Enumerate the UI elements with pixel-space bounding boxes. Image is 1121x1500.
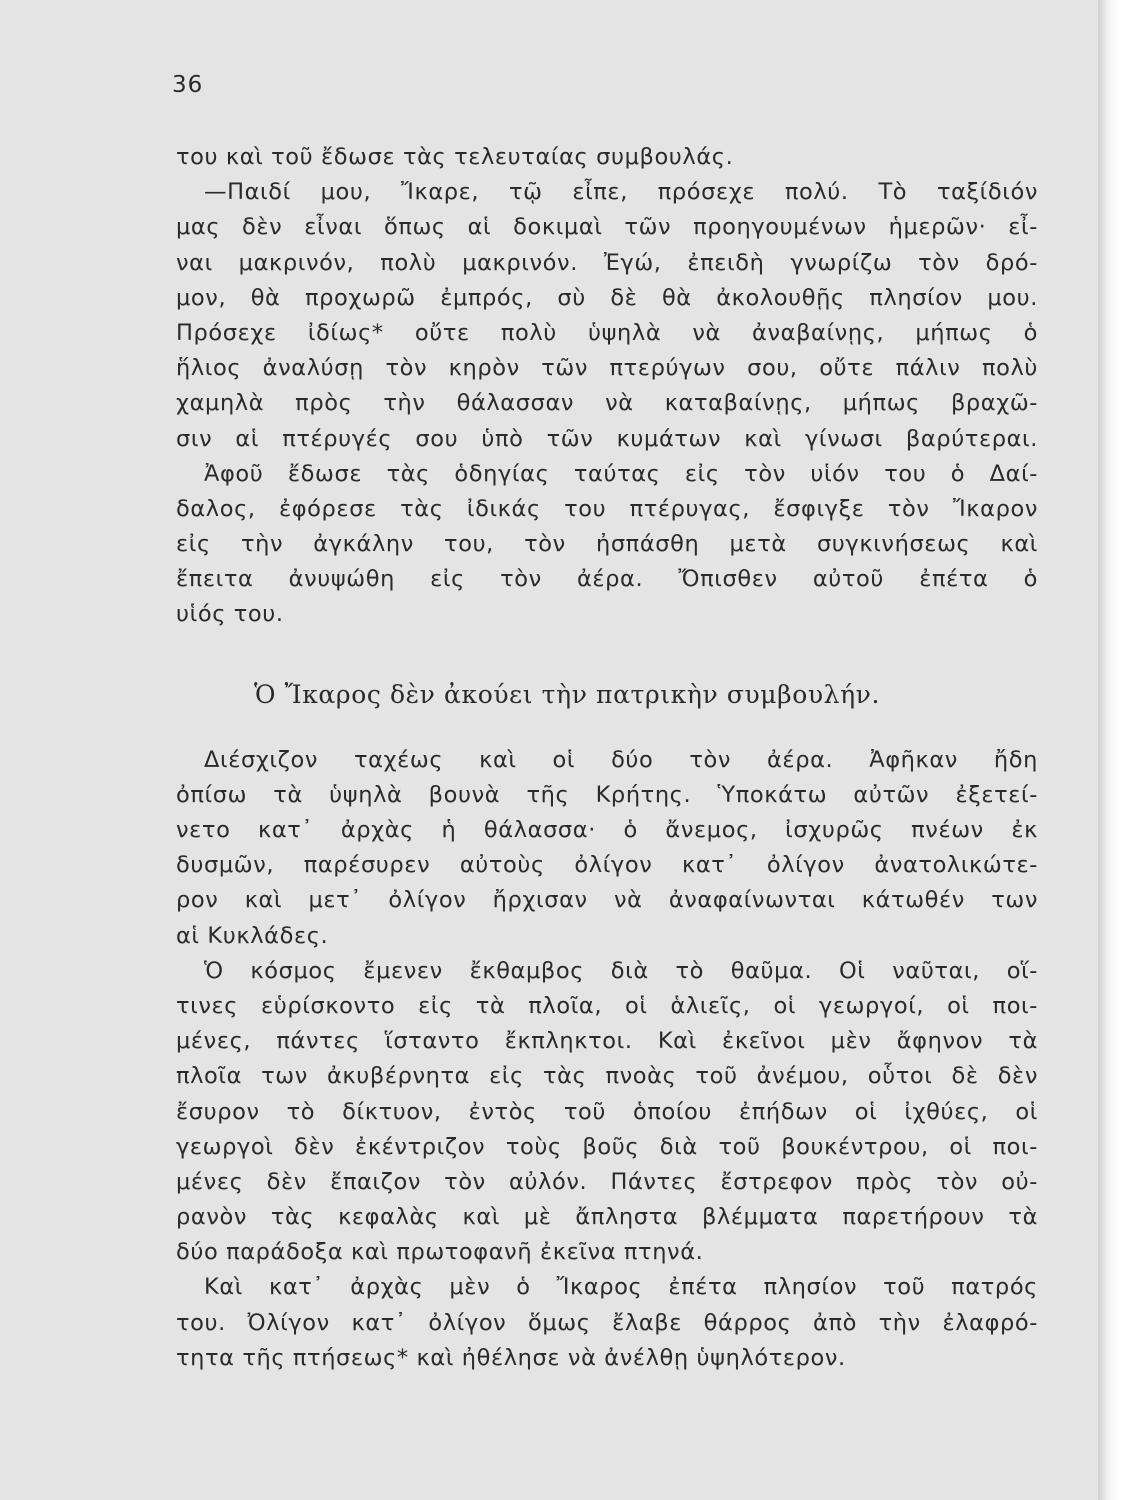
- text-line: ἔπειτα ἀνυψώθη εἰς τὸν ἀέρα. Ὄπισθεν αὐτοῦ ἐπέτα ὁ: [176, 566, 1038, 593]
- text-line: πλοῖα των ἀκυβέρνητα εἰς τὰς πνοὰς τοῦ ἀνέμου, οὗτοι δὲ δὲν: [176, 1063, 1038, 1090]
- text-line: —Παιδί μου, Ἴκαρε, τῷ εἶπε, πρόσεχε πολύ. Τὸ ταξίδιόν: [204, 179, 1038, 206]
- text-line: Διέσχιζον ταχέως καὶ οἱ δύο τὸν ἀέρα. Ἀφῆκαν ἤδη: [204, 746, 1038, 773]
- text-line: ρον καὶ μετ᾽ ὀλίγον ἤρχισαν νὰ ἀναφαίνωνται κάτωθέν των: [176, 887, 1038, 914]
- text-line: τινες εὑρίσκοντο εἰς τὰ πλοῖα, οἱ ἁλιεῖς, οἱ γεωργοί, οἱ ποι-: [176, 992, 1038, 1019]
- text-line: νετο κατ᾽ ἀρχὰς ἡ θάλασσα· ὁ ἄνεμος, ἰσχυρῶς πνέων ἐκ: [176, 817, 1038, 843]
- text-line: του. Ὀλίγον κατ᾽ ὀλίγον ὅμως ἔλαβε θάρρος ἀπὸ τὴν ἐλαφρό-: [176, 1309, 1038, 1336]
- text-line: δύο παράδοξα καὶ πρωτοφανῆ ἐκεῖνα πτηνά.: [176, 1239, 704, 1266]
- text-line: υἱός του.: [176, 601, 284, 628]
- text-line: Καὶ κατ᾽ ἀρχὰς μὲν ὁ Ἴκαρος ἐπέτα πλησίον τοῦ πατρός: [204, 1274, 1038, 1301]
- body-text: [176, 140, 1038, 1376]
- text-line: ἥλιος ἀναλύσῃ τὸν κηρὸν τῶν πτερύγων σου, οὔτε πάλιν πολὺ: [176, 355, 1038, 382]
- text-line: σιν αἱ πτέρυγές σου ὑπὸ τῶν κυμάτων καὶ γίνωσι βαρύτεραι.: [176, 425, 1038, 452]
- text-line: μας δὲν εἶναι ὅπως αἱ δοκιμαὶ τῶν προηγουμένων ἡμερῶν· εἶ-: [176, 214, 1038, 241]
- text-line: μένες δὲν ἔπαιζον τὸν αὐλόν. Πάντες ἔστρεφον πρὸς τὸν οὐ-: [176, 1168, 1038, 1195]
- text-line: αἱ Κυκλάδες.: [176, 922, 329, 949]
- page-edge: [1098, 0, 1121, 1500]
- text-line: ρανὸν τὰς κεφαλὰς καὶ μὲ ἄπληστα βλέμματα παρετήρουν τὰ: [176, 1204, 1038, 1231]
- text-line: μον, θὰ προχωρῶ ἐμπρός, σὺ δὲ θὰ ἀκολουθῇς πλησίον μου.: [176, 284, 1038, 311]
- text-line: Πρόσεχε ἰδίως* οὔτε πολὺ ὑψηλὰ νὰ ἀναβαίνῃς, μήπως ὁ: [176, 319, 1038, 346]
- text-line: εἰς τὴν ἀγκάλην του, τὸν ἠσπάσθη μετὰ συγκινήσεως καὶ: [176, 531, 1038, 558]
- text-line: ὀπίσω τὰ ὑψηλὰ βουνὰ τῆς Κρήτης. Ὑποκάτω αὐτῶν ἐξετεί-: [176, 781, 1038, 808]
- text-line: ναι μακρινόν, πολὺ μακρινόν. Ἐγώ, ἐπειδὴ γνωρίζω τὸν δρό-: [176, 249, 1038, 276]
- text-line: δαλος, ἐφόρεσε τὰς ἰδικάς του πτέρυγας, ἔσφιγξε τὸν Ἴκαρον: [176, 495, 1038, 522]
- text-line: Ὁ κόσμος ἔμενεν ἔκθαμβος διὰ τὸ θαῦμα. Οἱ ναῦται, οἵ-: [204, 957, 1038, 984]
- text-line: γεωργοὶ δὲν ἐκέντριζον τοὺς βοῦς διὰ τοῦ βουκέντρου, οἱ ποι-: [176, 1133, 1038, 1160]
- text-line: χαμηλὰ πρὸς τὴν θάλασσαν νὰ καταβαίνῃς, μήπως βραχῶ-: [176, 390, 1038, 417]
- text-line: μένες, πάντες ἵσταντο ἔκπληκτοι. Καὶ ἐκεῖνοι μὲν ἄφηνον τὰ: [176, 1028, 1038, 1055]
- page-number: 36: [172, 72, 204, 98]
- section-heading: Ὁ Ἴκαρος δὲν ἀκούει τὴν πατρικὴν συμβουλήν.: [254, 679, 881, 709]
- text-line: ἔσυρον τὸ δίκτυον, ἐντὸς τοῦ ὁποίου ἐπήδων οἱ ἰχθύες, οἱ: [176, 1098, 1038, 1125]
- text-line: του καὶ τοῦ ἔδωσε τὰς τελευταίας συμβουλάς.: [176, 144, 734, 170]
- text-line: τητα τῆς πτήσεως* καὶ ἠθέλησε νὰ ἀνέλθῃ ὑψηλότερον.: [176, 1344, 846, 1371]
- text-line: Ἀφοῦ ἔδωσε τὰς ὁδηγίας ταύτας εἰς τὸν υἱόν του ὁ Δαί-: [204, 460, 1038, 487]
- text-line: δυσμῶν, παρέσυρεν αὐτοὺς ὀλίγον κατ᾽ ὀλίγον ἀνατολικώτε-: [176, 852, 1038, 879]
